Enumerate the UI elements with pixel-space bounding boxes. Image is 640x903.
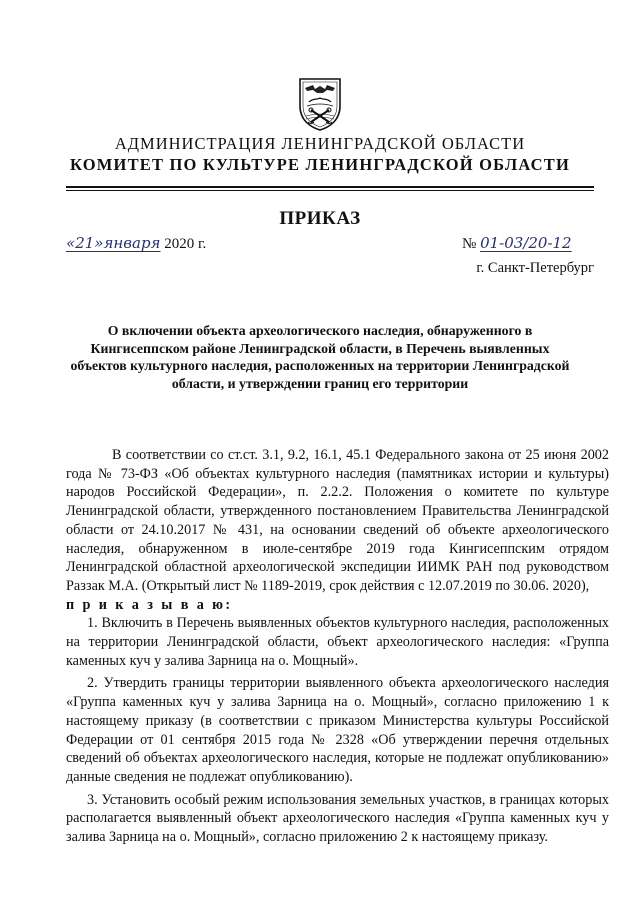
number-value: 01-03/20-12 (480, 234, 572, 252)
coat-of-arms-icon (297, 76, 343, 132)
order-item: 1. Включить в Перечень выявленных объектов культурного наследия, расположенных на территории Ленинградской области, объект археологического наследия: «Группа каменных куч у залива Зарница на о. Мощный». (66, 615, 609, 669)
document-city: г. Санкт-Петербург (476, 260, 594, 276)
date-month: января (103, 234, 161, 252)
document-title: ПРИКАЗ (279, 208, 361, 229)
document-body (66, 446, 609, 847)
document-number (462, 234, 572, 253)
number-label: № (462, 236, 477, 252)
organization-name: АДМИНИСТРАЦИЯ ЛЕНИНГРАДСКОЙ ОБЛАСТИ (114, 134, 526, 153)
header-divider-thin (66, 190, 594, 191)
date-year: 2020 г. (160, 236, 207, 252)
document-subject: О включении объекта археологического наследия, обнаруженного в Кингисеппском районе Ленинградской области, в Перечень выявленных объектов культурного наследия, расположенных на территории Ленинградской области, и утверждении границ его территории (70, 323, 570, 391)
document-date (66, 234, 206, 253)
date-day: 21 (75, 234, 95, 252)
date-open-quote: « (66, 234, 76, 252)
order-item: 2. Утвердить границы территории выявленного объекта археологического наследия «Группа каменных куч у залива Зарница на о. Мощный», согласно приложению 1 к настоящему приказу (в соответствии с приказом Министерства культуры Российской Федерации от 01 сентября 2015 года № 2328 «Об утверждении перечня отдельных сведений об объектах археологического наследия, которые не подлежат опубликованию» данные сведения не подлежат опубликованию). (66, 675, 609, 785)
order-item: 3. Установить особый режим использования земельных участков, в границах которых располагается выявленный объект археологического наследия «Группа каменных куч у залива Зарница на о. Мощный», согласно приложению 2 к настоящему приказу. (66, 791, 609, 846)
preamble-paragraph: В соответствии со ст.ст. 3.1, 9.2, 16.1, 45.1 Федерального закона от 25 июня 2002 года № 73-ФЗ «Об объектах культурного наследия (памятниках истории и культуры) народов Российской Федерации», п. 2.2.2. Положения о комитете по культуре Ленинградской области, утвержденного постановлением Правительства Ленинградской области от 24.10.2017 № 431, на основании сведений об объекте археологического наследия, обнаруженном в июле-сентябре 2019 года Кингисеппским отрядом Ленинградской областной археологической экспедиции ИИМК РАН под руководством Раззак М.А. (Открытый лист № 1189-2019, срок действия с 12.07.2019 по 30.06. 2020), (66, 447, 609, 594)
header-divider-thick (66, 186, 594, 188)
order-word: п р и к а з ы в а ю: (66, 596, 233, 613)
committee-name: КОМИТЕТ ПО КУЛЬТУРЕ ЛЕНИНГРАДСКОЙ ОБЛАСТИ (69, 155, 571, 174)
date-close-quote: » (94, 234, 104, 252)
